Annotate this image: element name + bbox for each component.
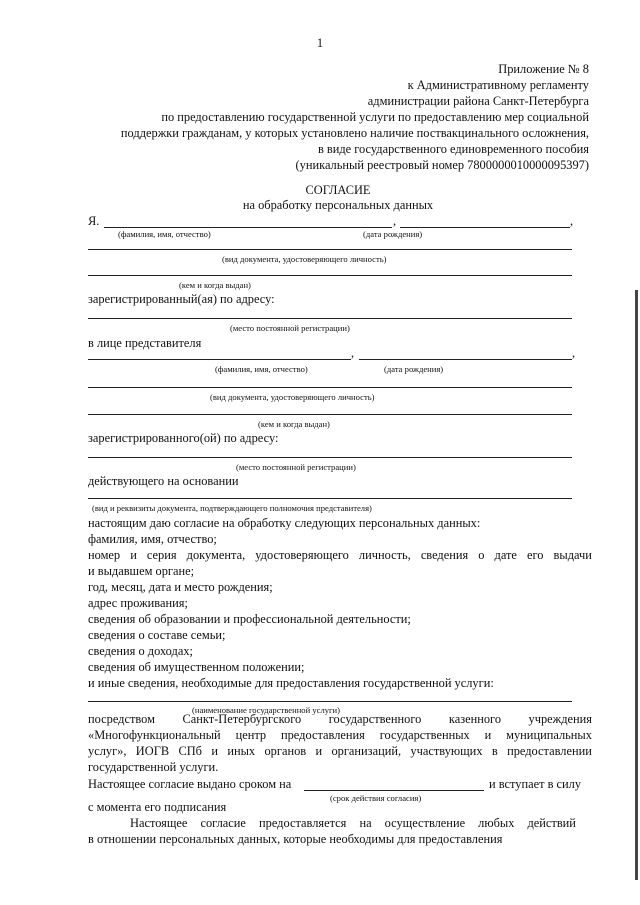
word: номер xyxy=(88,548,121,562)
word: осуществление xyxy=(384,816,466,830)
data-item-fio: фамилия, имя, отчество; xyxy=(88,532,217,546)
caption-registration: (место постоянной регистрации) xyxy=(230,323,350,333)
word: действий xyxy=(527,816,576,830)
enters-force-label: и вступает в силу xyxy=(489,777,582,791)
data-item-family: сведения о составе семьи; xyxy=(88,628,226,642)
word: Настоящее xyxy=(130,816,188,830)
word: государственных xyxy=(379,728,470,742)
data-item-document-line xyxy=(88,548,592,563)
word: посредством xyxy=(88,712,155,726)
word: центр xyxy=(235,728,267,742)
word: предоставлении xyxy=(507,744,592,758)
consent-term-field[interactable] xyxy=(304,790,484,791)
data-item-income: сведения о доходах; xyxy=(88,644,193,658)
caption-representative-fio: (фамилия, имя, отчество) xyxy=(215,364,308,374)
caption-issued-by: (кем и когда выдан) xyxy=(179,280,251,290)
caption-id-document: (вид документа, удостоверяющего личность) xyxy=(222,254,387,264)
word: личность, xyxy=(358,548,411,562)
word: его xyxy=(527,548,544,562)
word: казенного xyxy=(448,712,502,726)
word: органов xyxy=(264,744,307,758)
id-document-field[interactable] xyxy=(88,249,572,250)
data-item-birth: год, месяц, дата и место рождения; xyxy=(88,580,273,594)
word: в xyxy=(491,744,498,758)
word: организаций, xyxy=(331,744,402,758)
header-line-allowance: в виде государственного единовременного пособия xyxy=(317,142,589,156)
representative-fio-field[interactable] xyxy=(88,359,351,360)
header-line-support: поддержки гражданам, у которых установлено наличие поствакцинального осложнения, xyxy=(120,126,589,140)
agencies-line xyxy=(88,744,592,759)
representative-registered-label: зарегистрированного(ой) по адресу: xyxy=(88,431,279,445)
word: услуг», xyxy=(88,744,127,758)
caption-birthdate: (дата рождения) xyxy=(363,229,423,239)
final-paragraph-line2: в отношении персональных данных, которые необходимы для предоставления xyxy=(88,832,503,846)
caption-representative-registration: (место постоянной регистрации) xyxy=(236,462,356,472)
registration-address-field[interactable] xyxy=(88,318,572,319)
document-subtitle: на обработку персональных данных xyxy=(242,198,434,212)
word: государственного xyxy=(328,712,422,726)
word: на xyxy=(359,816,372,830)
word: учреждения xyxy=(528,712,592,726)
representative-birthdate-field[interactable] xyxy=(359,359,572,360)
word: предоставляется xyxy=(259,816,347,830)
birthdate-field[interactable] xyxy=(400,227,570,228)
acting-on-basis-label: действующего на основании xyxy=(88,474,239,488)
caption-representative-birthdate: (дата рождения) xyxy=(384,364,444,374)
word: любых xyxy=(478,816,515,830)
header-line-service: по предоставлению государственной услуги по предоставлению мер социальной xyxy=(161,110,589,124)
from-signing-text: с момента его подписания xyxy=(88,800,227,814)
header-line-appendix: Приложение № 8 xyxy=(498,62,589,76)
word: и xyxy=(484,728,492,742)
word: иных xyxy=(227,744,256,758)
authority-document-field[interactable] xyxy=(88,498,572,499)
caption-consent-term: (срок действия согласия) xyxy=(330,793,422,803)
caption-representative-issued-by: (кем и когда выдан) xyxy=(258,419,330,429)
word: и xyxy=(211,744,218,758)
word: выдачи xyxy=(553,548,592,562)
data-item-education: сведения об образовании и профессиональной деятельности; xyxy=(88,612,411,626)
comma-separator: , xyxy=(393,214,397,228)
scan-edge-mark xyxy=(635,290,638,880)
representative-id-document-field[interactable] xyxy=(88,387,572,388)
word: СПб xyxy=(178,744,202,758)
data-item-other: и иные сведения, необходимые для предоставления государственной услуги: xyxy=(88,676,494,690)
word: предоставления xyxy=(280,728,365,742)
header-line-registry-number: (уникальный реестровый номер 7800000010000095397) xyxy=(295,158,589,172)
word: ИОГВ xyxy=(135,744,170,758)
page-number: 1 xyxy=(316,36,324,50)
issued-for-term-label: Настоящее согласие выдано сроком на xyxy=(88,777,292,791)
consent-intro: настоящим даю согласие на обработку следующих персональных данных: xyxy=(88,516,481,530)
representative-issued-by-field[interactable] xyxy=(88,414,572,415)
caption-fio: (фамилия, имя, отчество) xyxy=(118,229,211,239)
document-title: СОГЛАСИЕ xyxy=(305,183,371,197)
word: серия xyxy=(146,548,177,562)
comma-separator: , xyxy=(351,346,355,360)
caption-service-name: (наименование государственной услуги) xyxy=(192,705,341,715)
service-name-field[interactable] xyxy=(88,701,572,702)
caption-authority-document: (вид и реквизиты документа, подтверждающего полномочия представителя) xyxy=(92,503,372,513)
caption-representative-id-document: (вид документа, удостоверяющего личность) xyxy=(210,392,375,402)
data-item-address: адрес проживания; xyxy=(88,596,188,610)
registered-label: зарегистрированный(ая) по адресу: xyxy=(88,292,275,306)
header-line-regulation: к Административному регламенту xyxy=(407,78,589,92)
word: и xyxy=(315,744,323,758)
issued-by-field[interactable] xyxy=(88,275,572,276)
word: сведения xyxy=(420,548,469,562)
via-line xyxy=(88,712,592,727)
word: и xyxy=(130,548,137,562)
representative-registration-field[interactable] xyxy=(88,457,572,458)
word: удостоверяющего xyxy=(255,548,349,562)
comma-separator: , xyxy=(570,214,574,228)
government-service-text: государственной услуги. xyxy=(88,760,219,774)
word: участвующих xyxy=(410,744,483,758)
fio-field[interactable] xyxy=(104,227,392,228)
word: муниципальных xyxy=(506,728,592,742)
word: «Многофункциональный xyxy=(88,728,221,742)
word: дате xyxy=(494,548,517,562)
word: Санкт-Петербургского xyxy=(182,712,302,726)
word: о xyxy=(478,548,485,562)
final-paragraph-line1 xyxy=(130,816,576,831)
comma-separator: , xyxy=(572,346,576,360)
representative-label: в лице представителя xyxy=(88,336,202,350)
header-line-administration: администрации района Санкт-Петербурга xyxy=(367,94,589,108)
data-item-issuer: и выдавшем органе; xyxy=(88,564,195,578)
word: согласие xyxy=(200,816,246,830)
word: документа, xyxy=(186,548,246,562)
data-item-property: сведения об имущественном положении; xyxy=(88,660,305,674)
mfc-line xyxy=(88,728,592,743)
pronoun-i: Я. xyxy=(88,214,100,228)
